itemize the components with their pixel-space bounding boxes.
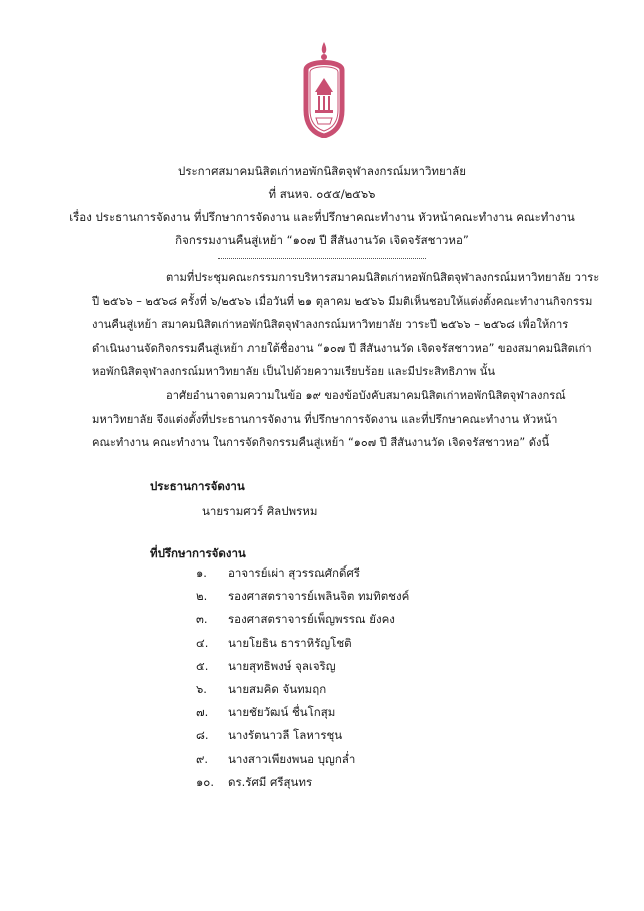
advisors-list	[196, 562, 409, 794]
list-item	[196, 771, 409, 794]
item-name: นายโยธิน ธาราหิรัญโชติ	[228, 635, 352, 650]
item-number: ๑๐.	[196, 774, 214, 789]
item-number: ๒.	[196, 589, 208, 604]
association-seal-logo	[296, 40, 352, 138]
paragraph-line: ดำเนินงานจัดกิจกรรมคืนสู่เหย้า ภายใต้ชื่องาน “๑๐๗ ปี สีสันงานวัด เจิดจรัสชาวหอ” ของสมาคมนิสิตเก่า	[92, 341, 592, 355]
item-name: นายสุทธิพงษ์ จุลเจริญ	[228, 658, 336, 673]
paragraph-line: คณะทำงาน คณะทำงาน ในการจัดกิจกรรมคืนสู่เหย้า “๑๐๗ ปี สีสันงานวัด เจิดจรัสชาวหอ” ดังนี้	[92, 436, 550, 449]
item-name: นางรัตนาวลี โลหารชุน	[228, 728, 343, 743]
item-number: ๗.	[196, 705, 209, 720]
item-number: ๔.	[196, 635, 209, 650]
item-number: ๘.	[196, 728, 209, 743]
list-item	[196, 655, 409, 678]
list-item	[196, 585, 409, 608]
list-item	[196, 701, 409, 724]
item-name: รองศาสตราจารย์เพ็ญพรรณ ยังคง	[228, 612, 395, 627]
item-number: ๕.	[196, 658, 209, 673]
chair-name: นายรามศวร์ ศิลปพรหม	[202, 504, 318, 518]
document-number: ที่ สนหจ. ๐๕๕/๒๕๖๖	[268, 187, 376, 201]
subject-line-continued: กิจกรรมงานคืนสู่เหย้า “๑๐๗ ปี สีสันงานวัด เจิดจรัสชาวหอ”	[175, 233, 469, 247]
paragraph-line: มหาวิทยาลัย จึงแต่งตั้งที่ประธานการจัดงาน ที่ปรึกษาการจัดงาน และที่ปรึกษาคณะทำงาน หัวหน้า	[92, 412, 558, 426]
list-item	[196, 608, 409, 631]
item-number: ๓.	[196, 612, 208, 627]
announcement-header	[60, 160, 584, 252]
item-name: ดร.รัศมี ศรีสุนทร	[228, 774, 313, 789]
body-paragraph-2	[92, 384, 566, 455]
item-name: นายสมคิด จันทมฤก	[228, 681, 327, 696]
item-name: รองศาสตราจารย์เพลินจิต ทมทิตชงค์	[228, 589, 410, 604]
dotted-divider	[218, 258, 426, 259]
list-item	[196, 748, 409, 771]
advisors-heading: ที่ปรึกษาการจัดงาน	[150, 546, 246, 560]
item-number: ๖.	[196, 681, 207, 696]
item-name: อาจารย์เผ่า สุวรรณศักดิ์ศรี	[228, 566, 360, 580]
paragraph-line: ตามที่ประชุมคณะกรรมการบริหารสมาคมนิสิตเก่าหอพักนิสิตจุฬาลงกรณ์มหาวิทยาลัย วาระ	[166, 271, 600, 284]
item-name: นางสาวเพียงพนอ บุญกล่ำ	[228, 751, 356, 766]
list-item	[196, 562, 409, 585]
paragraph-line: ปี ๒๕๖๖ – ๒๕๖๘ ครั้งที่ ๖/๒๕๖๖ เมื่อวันที่ ๒๑ ตุลาคม ๒๕๖๖ มีมติเห็นชอบให้แต่งตั้งคณะทำงานกิจกรรม	[92, 294, 593, 308]
paragraph-line: หอพักนิสิตจุฬาลงกรณ์มหาวิทยาลัย เป็นไปด้วยความเรียบร้อย และมีประสิทธิภาพ นั้น	[92, 365, 496, 378]
association-name-line: ประกาศสมาคมนิสิตเก่าหอพักนิสิตจุฬาลงกรณ์มหาวิทยาลัย	[178, 164, 466, 178]
subject-line: เรื่อง ประธานการจัดงาน ที่ปรึกษาการจัดงาน และที่ปรึกษาคณะทำงาน หัวหน้าคณะทำงาน คณะทำงาน	[69, 210, 575, 224]
paragraph-line: อาศัยอำนาจตามความในข้อ ๑๙ ของข้อบังคับสมาคมนิสิตเก่าหอพักนิสิตจุฬาลงกรณ์	[166, 389, 566, 402]
item-number: ๑.	[196, 566, 207, 580]
list-item	[196, 678, 409, 701]
chair-heading: ประธานการจัดงาน	[150, 479, 245, 493]
paragraph-line: งานคืนสู่เหย้า สมาคมนิสิตเก่าหอพักนิสิตจุฬาลงกรณ์มหาวิทยาลัย วาระปี ๒๕๖๖ – ๒๕๖๘ เพื่อให้การ	[92, 318, 569, 331]
item-number: ๙.	[196, 751, 209, 766]
body-paragraph-1	[92, 266, 600, 384]
list-item	[196, 632, 409, 655]
item-name: นายชัยวัฒน์ ชื่นโกสุม	[228, 705, 336, 720]
list-item	[196, 724, 409, 747]
